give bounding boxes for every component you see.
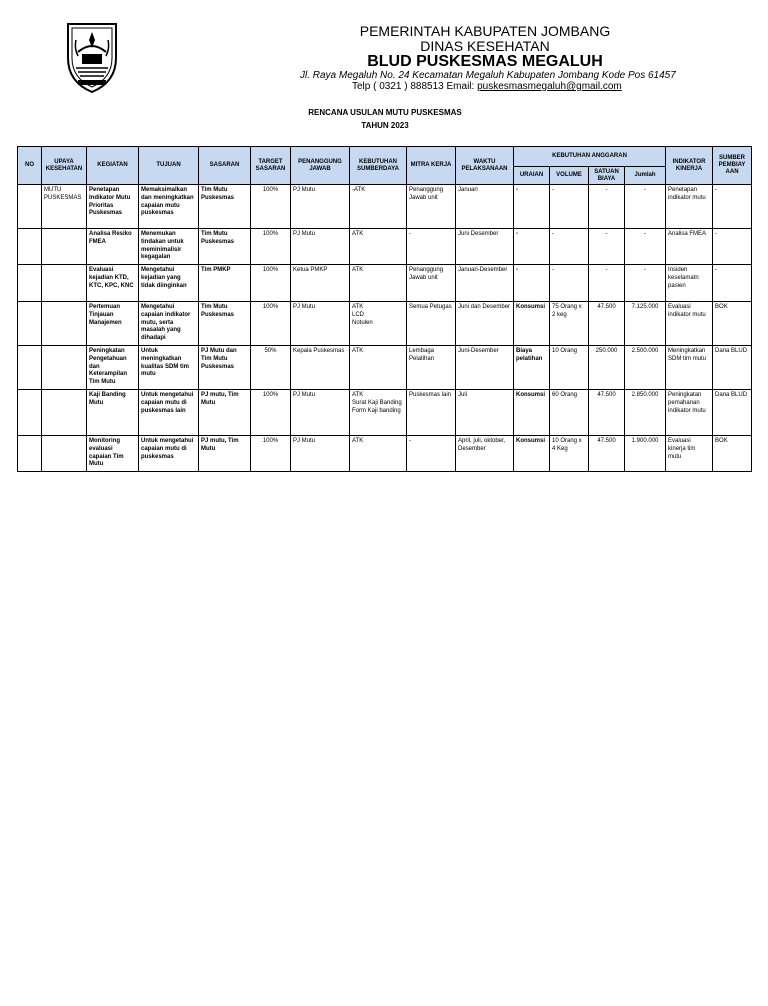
- table-row: [18, 390, 752, 436]
- table-header-row: [18, 147, 752, 167]
- cell-jumlah: -: [625, 229, 666, 265]
- header-sumber: SUMBER PEMBIAY AAN: [713, 147, 752, 185]
- cell-volume: 10 Orang: [550, 346, 589, 390]
- cell-sumberdaya: ATK Surat Kaji Banding Form Kaji banding: [350, 390, 407, 436]
- cell-upaya: [42, 265, 87, 302]
- quality-plan-table: [17, 146, 752, 472]
- cell-jumlah: 1.900.000: [625, 436, 666, 472]
- cell-sasaran: Tim Mutu Puskesmas: [199, 185, 251, 229]
- cell-uraian: Biaya pelatihan: [514, 346, 550, 390]
- cell-upaya: [42, 346, 87, 390]
- cell-target: 100%: [251, 390, 291, 436]
- cell-kegiatan: Penetapan Indikator Mutu Prioritas Puskesmas: [87, 185, 139, 229]
- table-row: [18, 346, 752, 390]
- header-kegiatan: KEGIATAN: [87, 147, 139, 185]
- cell-waktu: Januari-Desember: [456, 265, 514, 302]
- cell-jumlah: -: [625, 265, 666, 302]
- cell-indikator: Evaluasi kinerja tim mutu: [666, 436, 713, 472]
- cell-waktu: April, juli, oktober, Desember: [456, 436, 514, 472]
- cell-sasaran: Tim PMKP: [199, 265, 251, 302]
- phone-text: Telp ( 0321 ) 888513 Email:: [352, 81, 478, 92]
- cell-indikator: Meningkatkan SDM tim mutu: [666, 346, 713, 390]
- cell-indikator: Evaluasi indikator mutu: [666, 302, 713, 346]
- agency-name: DINAS KESEHATAN: [420, 38, 550, 54]
- cell-sasaran: Tim Mutu Puskesmas: [199, 302, 251, 346]
- table-row: [18, 229, 752, 265]
- cell-sumber: BOK: [713, 302, 752, 346]
- header-penanggung-jawab: PENANGGUNG JAWAB: [291, 147, 350, 185]
- cell-target: 50%: [251, 346, 291, 390]
- cell-upaya: [42, 436, 87, 472]
- cell-sumber: -: [713, 185, 752, 229]
- cell-no: [18, 346, 42, 390]
- cell-target: 100%: [251, 265, 291, 302]
- cell-tujuan: Untuk mengetahui capaian mutu di puskesmas lain: [139, 390, 199, 436]
- cell-volume: 60 Orang: [550, 390, 589, 436]
- cell-penanggung-jawab: Ketua PMKP: [291, 265, 350, 302]
- cell-waktu: Juni dan Desember: [456, 302, 514, 346]
- cell-penanggung-jawab: PJ Mutu: [291, 302, 350, 346]
- table-row: [18, 185, 752, 229]
- cell-tujuan: Memaksimalkan dan meningkatkan capaian mutu puskesmas: [139, 185, 199, 229]
- cell-uraian: -: [514, 265, 550, 302]
- header-jumlah: Jumlah: [625, 167, 666, 185]
- jombang-coat-of-arms-logo: [64, 18, 120, 94]
- cell-penanggung-jawab: Kepala Puskesmas: [291, 346, 350, 390]
- cell-mitra: -: [407, 229, 456, 265]
- cell-uraian: -: [514, 229, 550, 265]
- cell-satuan: 250.000: [589, 346, 625, 390]
- cell-indikator: Peningkatan pemahanan indikator mutu: [666, 390, 713, 436]
- cell-mitra: Semua Petugas: [407, 302, 456, 346]
- cell-jumlah: -: [625, 185, 666, 229]
- email-link[interactable]: puskesmasmegaluh@gmail.com: [477, 81, 622, 92]
- cell-volume: -: [550, 185, 589, 229]
- cell-satuan: 47.500: [589, 390, 625, 436]
- header-mitra: MITRA KERJA: [407, 147, 456, 185]
- cell-volume: -: [550, 229, 589, 265]
- cell-no: [18, 436, 42, 472]
- cell-penanggung-jawab: PJ Mutu: [291, 185, 350, 229]
- cell-uraian: -: [514, 185, 550, 229]
- cell-uraian: Konsumsi: [514, 302, 550, 346]
- cell-upaya: [42, 390, 87, 436]
- cell-mitra: Puskesmas lain: [407, 390, 456, 436]
- cell-uraian: Konsumsi: [514, 390, 550, 436]
- header-satuan: SATUAN BIAYA: [589, 167, 625, 185]
- document-title: RENCANA USULAN MUTU PUSKESMAS: [308, 108, 462, 117]
- cell-penanggung-jawab: PJ Mutu: [291, 390, 350, 436]
- cell-no: [18, 185, 42, 229]
- cell-mitra: -: [407, 436, 456, 472]
- cell-tujuan: Mengetahui kejadian yang tidak diinginkan: [139, 265, 199, 302]
- header-uraian: URAIAN: [514, 167, 550, 185]
- table-row: [18, 265, 752, 302]
- cell-tujuan: Menemukan tindakan untuk meminimalisir kegagalan: [139, 229, 199, 265]
- cell-satuan: -: [589, 229, 625, 265]
- cell-tujuan: Untuk mengetahui capaian mutu di puskesmas: [139, 436, 199, 472]
- cell-tujuan: Untuk meningkatkan kualitas SDM tim mutu: [139, 346, 199, 390]
- cell-no: [18, 302, 42, 346]
- cell-upaya: [42, 302, 87, 346]
- cell-target: 100%: [251, 185, 291, 229]
- header-waktu: WAKTU PELAKSANAAN: [456, 147, 514, 185]
- cell-kegiatan: Evaluasi kejadian KTD, KTC, KPC, KNC: [87, 265, 139, 302]
- cell-mitra: Lembaga Pelatihan: [407, 346, 456, 390]
- cell-penanggung-jawab: PJ Mutu: [291, 229, 350, 265]
- cell-upaya: MUTU PUSKESMAS: [42, 185, 87, 229]
- cell-kegiatan: Peningkatan Pengetahuan dan Keterampilan Tim Mutu: [87, 346, 139, 390]
- cell-satuan: 47.500: [589, 302, 625, 346]
- contact-line: [352, 81, 622, 92]
- cell-waktu: Juni-Desember: [456, 346, 514, 390]
- cell-sumberdaya: -ATK: [350, 185, 407, 229]
- cell-penanggung-jawab: PJ Mutu: [291, 436, 350, 472]
- cell-jumlah: 7.125.000: [625, 302, 666, 346]
- cell-satuan: -: [589, 185, 625, 229]
- table-row: [18, 436, 752, 472]
- cell-no: [18, 265, 42, 302]
- header-sasaran: SASARAN: [199, 147, 251, 185]
- cell-kegiatan: Kaji Banding Mutu: [87, 390, 139, 436]
- cell-satuan: 47.500: [589, 436, 625, 472]
- cell-jumlah: 2.850.000: [625, 390, 666, 436]
- cell-no: [18, 390, 42, 436]
- header-no: NO: [18, 147, 42, 185]
- cell-sasaran: PJ mutu, Tim Mutu: [199, 390, 251, 436]
- cell-jumlah: 2.500.000: [625, 346, 666, 390]
- cell-kegiatan: Pertemuan Tinjauan Manajemen: [87, 302, 139, 346]
- header-volume: VOLUME: [550, 167, 589, 185]
- cell-mitra: Penanggung Jawab unit: [407, 265, 456, 302]
- table-row: [18, 302, 752, 346]
- cell-satuan: -: [589, 265, 625, 302]
- cell-indikator: Insiden keselamatn pasien: [666, 265, 713, 302]
- cell-sasaran: Tim Mutu Puskesmas: [199, 229, 251, 265]
- cell-upaya: [42, 229, 87, 265]
- cell-sumber: Dana BLUD: [713, 390, 752, 436]
- cell-waktu: Juni Desember: [456, 229, 514, 265]
- document-year: TAHUN 2023: [361, 121, 409, 130]
- cell-volume: 10 Orang x 4 Keg: [550, 436, 589, 472]
- cell-sumberdaya: ATK: [350, 229, 407, 265]
- cell-sumber: -: [713, 265, 752, 302]
- government-name: PEMERINTAH KABUPATEN JOMBANG: [359, 23, 611, 39]
- cell-sasaran: PJ mutu, Tim Mutu: [199, 436, 251, 472]
- cell-kegiatan: Monitoring evaluasi capaian Tim Mutu: [87, 436, 139, 472]
- header-target: TARGET SASARAN: [251, 147, 291, 185]
- cell-indikator: Analisa FMEA: [666, 229, 713, 265]
- cell-sasaran: PJ Mutu dan Tim Mutu Puskesmas: [199, 346, 251, 390]
- header-tujuan: TUJUAN: [139, 147, 199, 185]
- cell-tujuan: Mengetahui capaian indikator mutu, serta masalah yang dihadapi: [139, 302, 199, 346]
- cell-sumber: BOK: [713, 436, 752, 472]
- cell-volume: 75 Orang x 2 keg: [550, 302, 589, 346]
- cell-sumber: Dana BLUD: [713, 346, 752, 390]
- cell-sumberdaya: ATK: [350, 346, 407, 390]
- cell-indikator: Penetapan indikator mutu: [666, 185, 713, 229]
- cell-waktu: Juli: [456, 390, 514, 436]
- cell-waktu: Januari: [456, 185, 514, 229]
- header-anggaran: KEBUTUHAN ANGGARAN: [514, 147, 666, 167]
- address-line: Jl. Raya Megaluh No. 24 Kecamatan Megaluh Kabupaten Jombang Kode Pos 61457: [300, 70, 676, 81]
- cell-target: 100%: [251, 436, 291, 472]
- cell-target: 100%: [251, 229, 291, 265]
- cell-no: [18, 229, 42, 265]
- cell-target: 100%: [251, 302, 291, 346]
- institution-name: BLUD PUSKESMAS MEGALUH: [367, 53, 603, 70]
- cell-sumberdaya: ATK: [350, 436, 407, 472]
- cell-sumber: -: [713, 229, 752, 265]
- cell-uraian: Konsumsi: [514, 436, 550, 472]
- cell-sumberdaya: ATK LCD Notulen: [350, 302, 407, 346]
- cell-kegiatan: Analisa Resiko FMEA: [87, 229, 139, 265]
- cell-sumberdaya: ATK: [350, 265, 407, 302]
- header-upaya: UPAYA KESEHATAN: [42, 147, 87, 185]
- header-indikator: INDIKATOR KINERJA: [666, 147, 713, 185]
- cell-mitra: Penanggung Jawab unit: [407, 185, 456, 229]
- header-sumberdaya: KEBUTUHAN SUMBERDAYA: [350, 147, 407, 185]
- cell-volume: -: [550, 265, 589, 302]
